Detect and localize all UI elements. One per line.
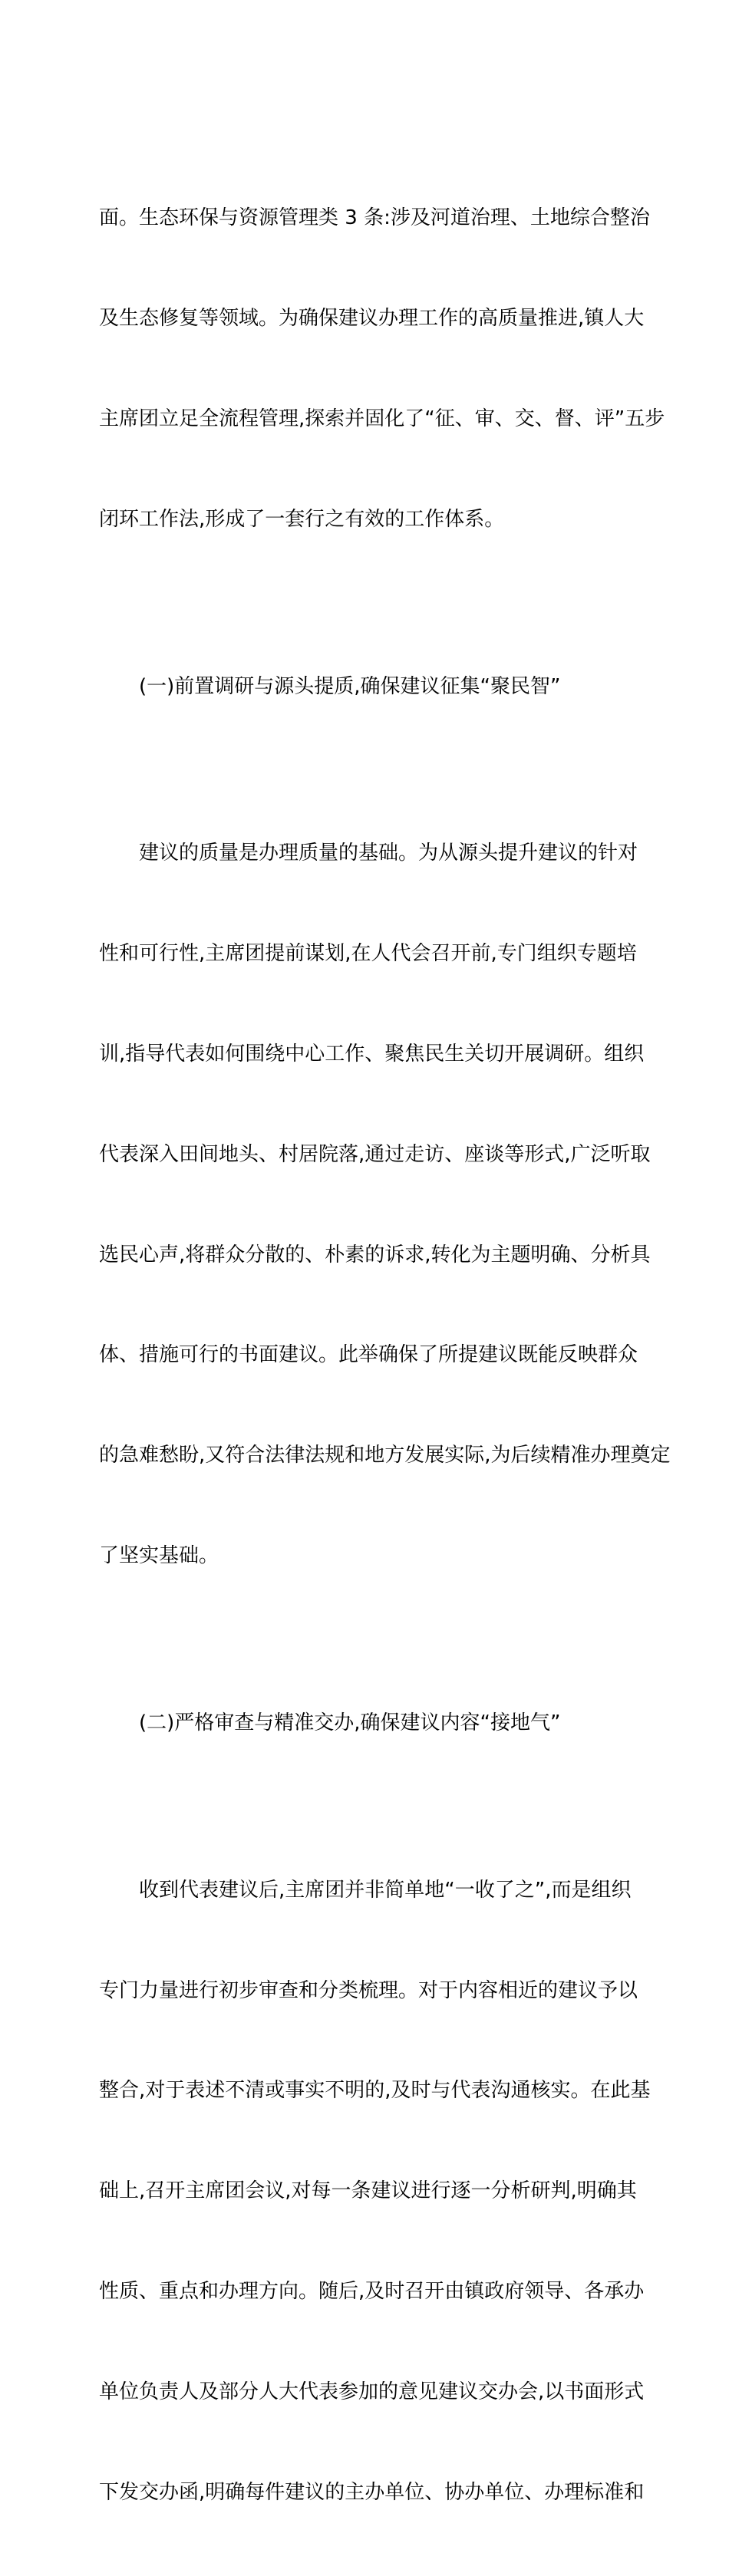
heading-line: (一)前置调研与源头提质,确保建议征集“聚民智” xyxy=(139,674,561,698)
text-line: 性质、重点和办理方向。随后,及时召开由镇政府领导、各承办 xyxy=(99,2280,645,2303)
document-body xyxy=(99,135,671,2576)
text-line: 性和可行性,主席团提前谋划,在人代会召开前,专门组织专题培 xyxy=(99,942,637,966)
text-line: 收到代表建议后,主席团并非简单地“一收了之”,而是组织 xyxy=(139,1878,632,1902)
heading-line: (二)严格审查与精准交办,确保建议内容“接地气” xyxy=(139,1711,561,1734)
text-line: 专门力量进行初步审查和分类梳理。对于内容相近的建议予以 xyxy=(99,1978,638,2002)
text-line: 下发交办函,明确每件建议的主办单位、协办单位、办理标准和 xyxy=(99,2480,645,2504)
text-line: 单位负责人及部分人大代表参加的意见建议交办会,以书面形式 xyxy=(99,2380,645,2403)
section-heading-2 xyxy=(99,1640,636,1807)
paragraph-research xyxy=(99,770,671,1639)
text-line: 训,指导代表如何围绕中心工作、聚焦民生关切开展调研。组织 xyxy=(99,1043,645,1066)
paragraph-resource-management xyxy=(99,135,665,603)
text-line: 了坚实基础。 xyxy=(99,1543,219,1567)
text-line: 代表深入田间地头、村居院落,通过走访、座谈等形式,广泛听取 xyxy=(99,1142,651,1166)
text-line: 础上,召开主席团会议,对每一条建议进行逐一分析研判,明确其 xyxy=(99,2179,637,2203)
text-line: 整合,对于表述不清或事实不明的,及时与代表沟通核实。在此基 xyxy=(99,2079,651,2103)
section-heading-1 xyxy=(99,603,636,770)
text-line: 面。生态环保与资源管理类 3 条:涉及河道治理、土地综合整治 xyxy=(99,206,650,230)
text-line: 的急难愁盼,又符合法律法规和地方发展实际,为后续精准办理奠定 xyxy=(99,1444,671,1468)
text-line: 主席团立足全流程管理,探索并固化了“征、审、交、督、评”五步 xyxy=(99,407,665,430)
text-line: 体、措施可行的书面建议。此举确保了所提建议既能反映群众 xyxy=(99,1343,638,1367)
text-line: 闭环工作法,形成了一套行之有效的工作体系。 xyxy=(99,507,505,531)
text-line: 选民心声,将群众分散的、朴素的诉求,转化为主题明确、分析具 xyxy=(99,1243,651,1267)
text-line: 建议的质量是办理质量的基础。为从源头提升建议的针对 xyxy=(139,842,638,865)
paragraph-review xyxy=(99,1807,651,2576)
text-line: 及生态修复等领域。为确保建议办理工作的高质量推进,镇人大 xyxy=(99,306,645,330)
